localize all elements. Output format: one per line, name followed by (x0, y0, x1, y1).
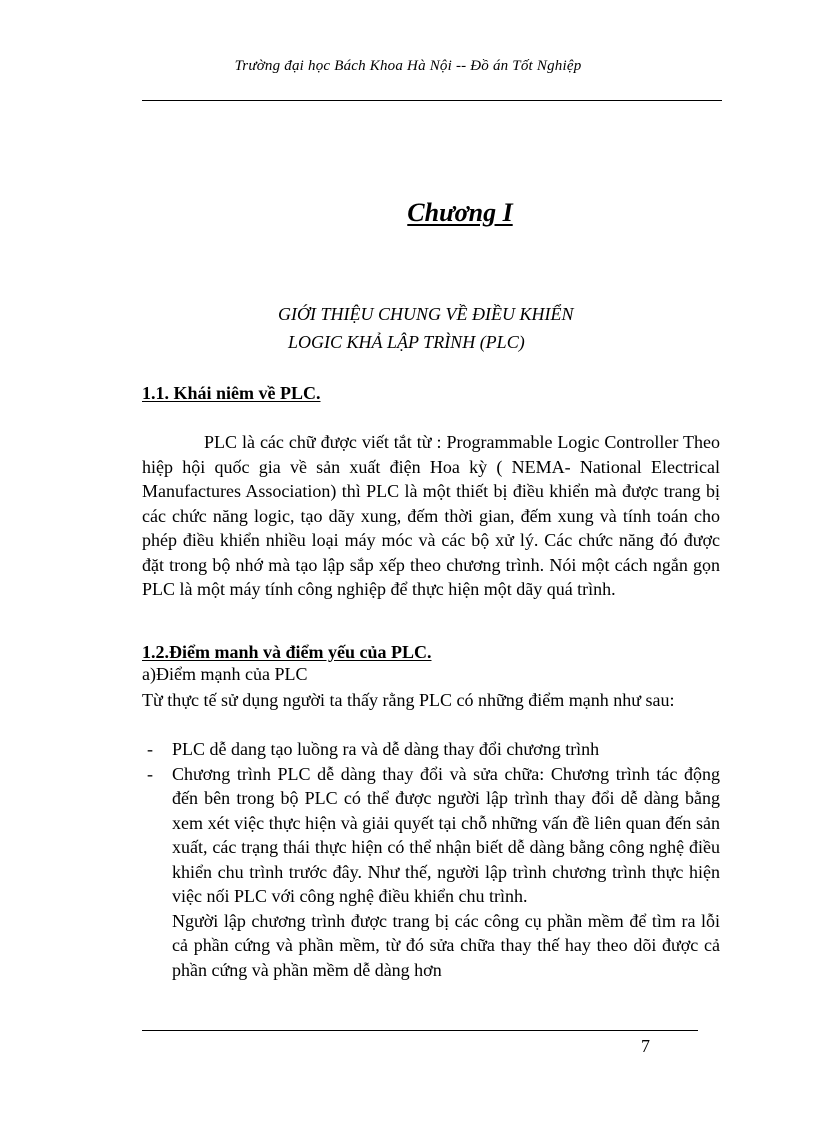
section-heading-1-1: 1.1. Khái niêm về PLC. (142, 383, 321, 403)
list-item-text: Người lập chương trình được trang bị các công cụ phần mềm để tìm ra lỗi cả phần cứng và phần mềm, từ đó sửa chữa thay thế hay theo dõi được cả phần cứng và phần mềm dễ dàng hơn (172, 910, 720, 980)
list-item (142, 762, 720, 909)
strengths-list (142, 737, 720, 982)
plc-definition-paragraph: PLC là các chữ được viết tắt từ : Programmable Logic Controller Theo hiệp hội quốc gia về sản xuất điện Hoa kỳ ( NEMA- National Electrical Manufactures Association) thì PLC là một thiết bị điều khiển mà được trang bị các chức năng logic, tạo dãy xung, đếm thời gian, đếm xung và tính toán cho phép điều khiển nhiều loại máy móc và các bộ xử lý. Các chức năng đó được đặt trong bộ nhớ mà tạo lập sắp xếp theo chương trình. Nói một cách ngắn gọn PLC là một máy tính công nghiệp để thực hiện một dãy quá trình. (142, 432, 720, 599)
footer-rule (142, 1030, 698, 1031)
page-number: 7 (641, 1036, 650, 1056)
list-item (142, 909, 720, 983)
chapter-subtitle-line-2: LOGIC KHẢ LẬP TRÌNH (PLC) (288, 332, 525, 352)
chapter-title: Chương I (407, 198, 513, 227)
running-header: Trường đại học Bách Khoa Hà Nội -- Đồ án Tốt Nghiệp (234, 58, 582, 74)
bullet-dash: - (147, 739, 153, 759)
header-rule (142, 100, 722, 101)
subheading-strengths: a)Điểm mạnh của PLC (142, 664, 308, 684)
chapter-subtitle-line-1: GIỚI THIỆU CHUNG VỀ ĐIỀU KHIỂN (278, 304, 574, 324)
list-item (142, 737, 720, 762)
strengths-intro: Từ thực tế sử dụng người ta thấy rằng PLC có những điểm mạnh như sau: (142, 690, 675, 710)
bullet-dash: - (147, 763, 153, 784)
section-heading-1-2: 1.2.Điểm manh và điểm yếu của PLC. (142, 642, 432, 662)
list-item-text: PLC dễ dang tạo luồng ra và dễ dàng thay đổi chương trình (172, 739, 600, 759)
list-item-text: Chương trình PLC dễ dàng thay đổi và sửa chữa: Chương trình tác động đến bên trong bộ PLC có thể được người lập trình thay đổi dễ dàng bằng xem xét việc thực hiện và giải quyết tại chỗ những vấn đề liên quan đến sản xuất, các trạng thái thực hiện có thể nhận biết dễ dàng bằng công nghệ điều khiển chu trình trước đây. Như thế, người lập trình chương trình thực hiện việc nối PLC với công nghệ điều khiển chu trình. (172, 763, 720, 906)
